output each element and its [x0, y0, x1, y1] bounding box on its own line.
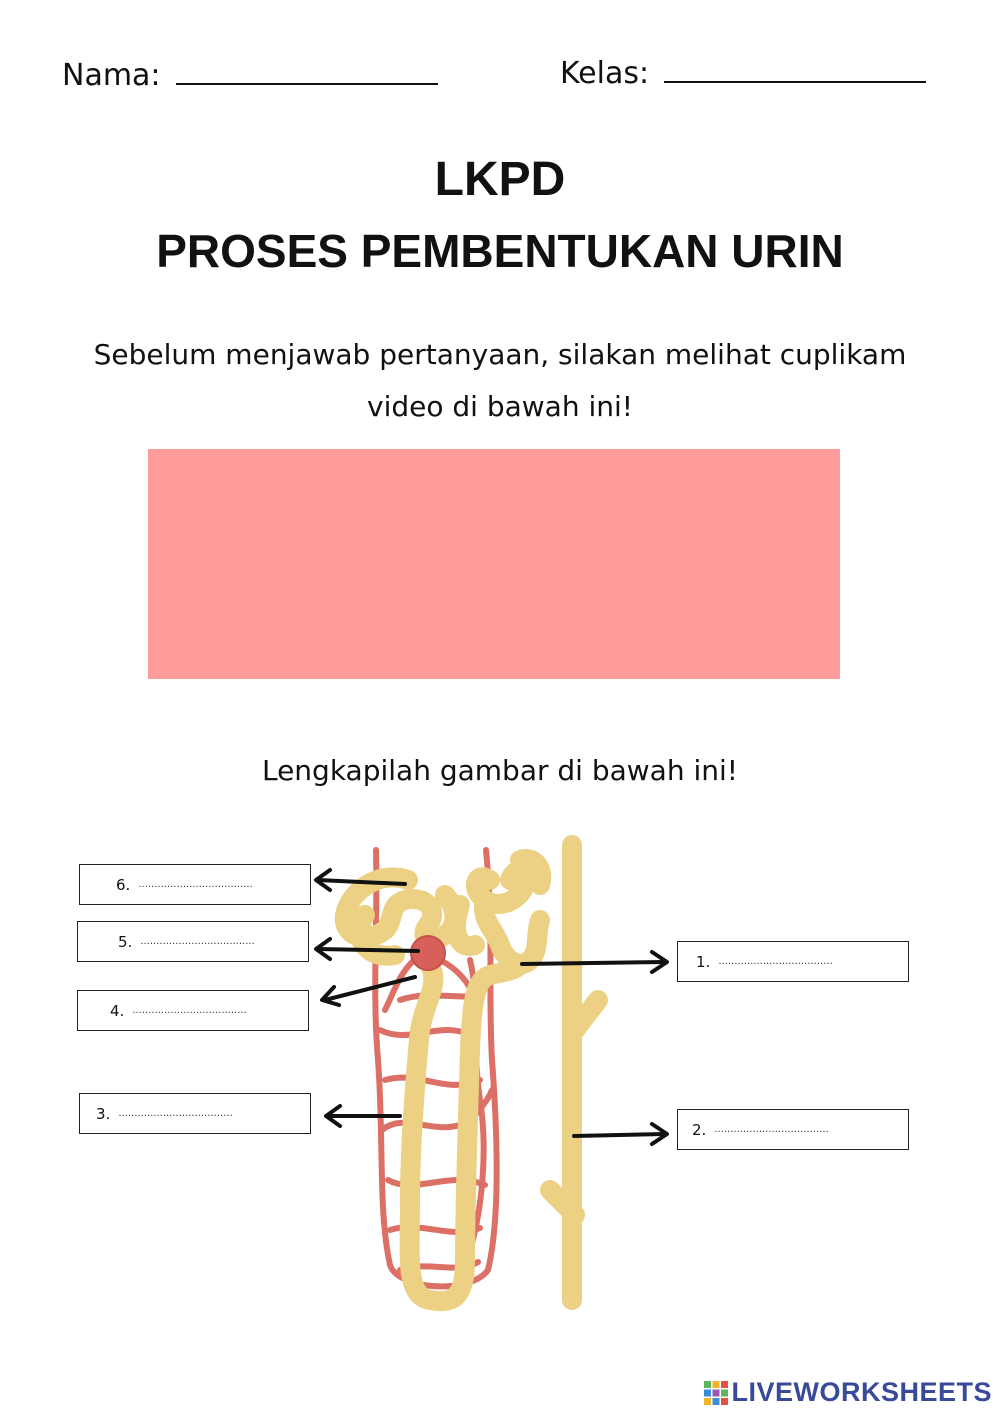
diagram-instruction: Lengkapilah gambar di bawah ini!	[261, 754, 739, 787]
label-number-6: 6.	[116, 875, 131, 894]
answer-box-3[interactable]	[79, 1093, 311, 1134]
glomerulus	[411, 936, 445, 970]
label-number-4: 4.	[110, 1001, 125, 1020]
label-number-3: 3.	[96, 1104, 111, 1123]
video-instruction-line2: video di bawah ini!	[367, 390, 633, 423]
name-blank-line[interactable]	[176, 83, 438, 85]
answer-dots-3: ....................................	[118, 1108, 233, 1119]
answer-dots-4: ....................................	[132, 1005, 247, 1016]
answer-dots-1: ....................................	[718, 956, 833, 967]
class-blank-line[interactable]	[664, 81, 926, 83]
answer-box-1[interactable]	[677, 941, 909, 982]
answer-dots-6: ....................................	[138, 879, 253, 890]
video-instruction-line1: Sebelum menjawab pertanyaan, silakan melihat cuplikam	[93, 338, 907, 371]
liveworksheets-logo	[703, 1377, 992, 1408]
renal-tubule	[345, 859, 542, 1301]
answer-box-2[interactable]	[677, 1109, 909, 1150]
video-player[interactable]	[148, 449, 840, 679]
answer-box-4[interactable]	[77, 990, 309, 1031]
class-field	[560, 56, 926, 91]
page-title: LKPD	[434, 153, 566, 206]
label-number-2: 2.	[692, 1120, 707, 1139]
label-number-1: 1.	[696, 952, 711, 971]
answer-box-5[interactable]	[77, 921, 309, 962]
page-subtitle: PROSES PEMBENTUKAN URIN	[156, 225, 844, 277]
class-label: Kelas:	[560, 56, 650, 91]
answer-box-6[interactable]	[79, 864, 311, 905]
label-number-5: 5.	[118, 932, 133, 951]
collecting-duct	[550, 845, 598, 1300]
liveworksheets-logo-icon	[703, 1380, 729, 1406]
liveworksheets-brand: LIVEWORKSHEETS	[731, 1377, 992, 1407]
name-label: Nama:	[62, 58, 161, 93]
name-field	[62, 58, 438, 93]
answer-dots-2: ....................................	[714, 1124, 829, 1135]
answer-dots-5: ....................................	[140, 936, 255, 947]
